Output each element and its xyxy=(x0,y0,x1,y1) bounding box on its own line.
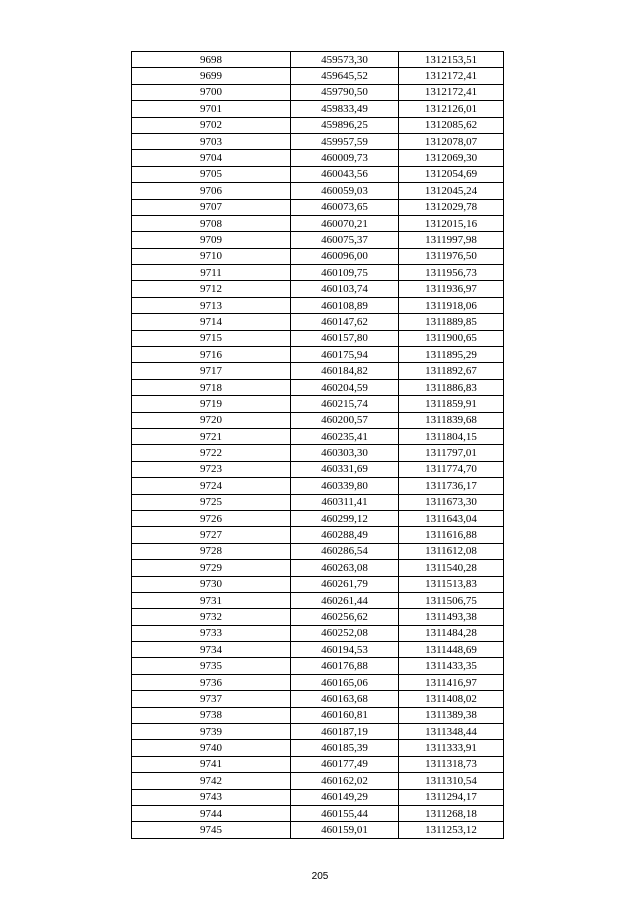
x-coordinate-cell: 460286,54 xyxy=(291,543,399,559)
table-row xyxy=(132,822,504,838)
point-number-cell: 9715 xyxy=(132,330,291,346)
point-number-cell: 9711 xyxy=(132,265,291,281)
y-coordinate-cell: 1311493,38 xyxy=(399,609,504,625)
table-row xyxy=(132,215,504,231)
x-coordinate-cell: 460159,01 xyxy=(291,822,399,838)
x-coordinate-cell: 460059,03 xyxy=(291,183,399,199)
y-coordinate-cell: 1312054,69 xyxy=(399,166,504,182)
x-coordinate-cell: 460261,79 xyxy=(291,576,399,592)
y-coordinate-cell: 1311333,91 xyxy=(399,740,504,756)
point-number-cell: 9731 xyxy=(132,592,291,608)
y-coordinate-cell: 1311892,67 xyxy=(399,363,504,379)
coordinates-table-body xyxy=(132,52,504,839)
x-coordinate-cell: 460157,80 xyxy=(291,330,399,346)
x-coordinate-cell: 460263,08 xyxy=(291,560,399,576)
x-coordinate-cell: 460149,29 xyxy=(291,789,399,805)
point-number-cell: 9709 xyxy=(132,232,291,248)
table-row xyxy=(132,658,504,674)
y-coordinate-cell: 1311976,50 xyxy=(399,248,504,264)
point-number-cell: 9698 xyxy=(132,52,291,68)
y-coordinate-cell: 1311448,69 xyxy=(399,642,504,658)
x-coordinate-cell: 459896,25 xyxy=(291,117,399,133)
point-number-cell: 9701 xyxy=(132,101,291,117)
table-row xyxy=(132,592,504,608)
point-number-cell: 9736 xyxy=(132,674,291,690)
x-coordinate-cell: 459833,49 xyxy=(291,101,399,117)
x-coordinate-cell: 460043,56 xyxy=(291,166,399,182)
point-number-cell: 9725 xyxy=(132,494,291,510)
table-row xyxy=(132,68,504,84)
point-number-cell: 9699 xyxy=(132,68,291,84)
table-row xyxy=(132,314,504,330)
y-coordinate-cell: 1311900,65 xyxy=(399,330,504,346)
y-coordinate-cell: 1312078,07 xyxy=(399,133,504,149)
y-coordinate-cell: 1311997,98 xyxy=(399,232,504,248)
x-coordinate-cell: 460075,37 xyxy=(291,232,399,248)
point-number-cell: 9728 xyxy=(132,543,291,559)
x-coordinate-cell: 460194,53 xyxy=(291,642,399,658)
y-coordinate-cell: 1311318,73 xyxy=(399,756,504,772)
y-coordinate-cell: 1311886,83 xyxy=(399,379,504,395)
point-number-cell: 9706 xyxy=(132,183,291,199)
table-row xyxy=(132,625,504,641)
x-coordinate-cell: 460165,06 xyxy=(291,674,399,690)
y-coordinate-cell: 1312045,24 xyxy=(399,183,504,199)
x-coordinate-cell: 460256,62 xyxy=(291,609,399,625)
point-number-cell: 9741 xyxy=(132,756,291,772)
table-row xyxy=(132,330,504,346)
x-coordinate-cell: 460073,65 xyxy=(291,199,399,215)
x-coordinate-cell: 460108,89 xyxy=(291,297,399,313)
y-coordinate-cell: 1311612,08 xyxy=(399,543,504,559)
table-row xyxy=(132,527,504,543)
y-coordinate-cell: 1312126,01 xyxy=(399,101,504,117)
y-coordinate-cell: 1311408,02 xyxy=(399,691,504,707)
x-coordinate-cell: 460215,74 xyxy=(291,396,399,412)
table-row xyxy=(132,445,504,461)
point-number-cell: 9707 xyxy=(132,199,291,215)
x-coordinate-cell: 460147,62 xyxy=(291,314,399,330)
table-row xyxy=(132,183,504,199)
table-row xyxy=(132,166,504,182)
point-number-cell: 9723 xyxy=(132,461,291,477)
y-coordinate-cell: 1311804,15 xyxy=(399,428,504,444)
x-coordinate-cell: 460339,80 xyxy=(291,478,399,494)
x-coordinate-cell: 460176,88 xyxy=(291,658,399,674)
point-number-cell: 9716 xyxy=(132,347,291,363)
x-coordinate-cell: 460109,75 xyxy=(291,265,399,281)
point-number-cell: 9713 xyxy=(132,297,291,313)
x-coordinate-cell: 460185,39 xyxy=(291,740,399,756)
x-coordinate-cell: 460187,19 xyxy=(291,724,399,740)
y-coordinate-cell: 1311253,12 xyxy=(399,822,504,838)
x-coordinate-cell: 460103,74 xyxy=(291,281,399,297)
x-coordinate-cell: 460162,02 xyxy=(291,773,399,789)
point-number-cell: 9712 xyxy=(132,281,291,297)
x-coordinate-cell: 460235,41 xyxy=(291,428,399,444)
table-row xyxy=(132,84,504,100)
x-coordinate-cell: 460009,73 xyxy=(291,150,399,166)
table-row xyxy=(132,117,504,133)
table-row xyxy=(132,805,504,821)
table-row xyxy=(132,773,504,789)
point-number-cell: 9700 xyxy=(132,84,291,100)
y-coordinate-cell: 1312015,16 xyxy=(399,215,504,231)
table-row xyxy=(132,101,504,117)
table-row xyxy=(132,232,504,248)
point-number-cell: 9714 xyxy=(132,314,291,330)
y-coordinate-cell: 1311643,04 xyxy=(399,510,504,526)
table-row xyxy=(132,150,504,166)
y-coordinate-cell: 1312069,30 xyxy=(399,150,504,166)
point-number-cell: 9733 xyxy=(132,625,291,641)
point-number-cell: 9702 xyxy=(132,117,291,133)
x-coordinate-cell: 460204,59 xyxy=(291,379,399,395)
table-row xyxy=(132,674,504,690)
table-row xyxy=(132,248,504,264)
point-number-cell: 9704 xyxy=(132,150,291,166)
table-row xyxy=(132,642,504,658)
y-coordinate-cell: 1311774,70 xyxy=(399,461,504,477)
y-coordinate-cell: 1311484,28 xyxy=(399,625,504,641)
x-coordinate-cell: 460261,44 xyxy=(291,592,399,608)
point-number-cell: 9708 xyxy=(132,215,291,231)
x-coordinate-cell: 460177,49 xyxy=(291,756,399,772)
point-number-cell: 9734 xyxy=(132,642,291,658)
table-row xyxy=(132,265,504,281)
point-number-cell: 9732 xyxy=(132,609,291,625)
point-number-cell: 9735 xyxy=(132,658,291,674)
point-number-cell: 9727 xyxy=(132,527,291,543)
point-number-cell: 9719 xyxy=(132,396,291,412)
y-coordinate-cell: 1311736,17 xyxy=(399,478,504,494)
table-row xyxy=(132,133,504,149)
x-coordinate-cell: 460163,68 xyxy=(291,691,399,707)
point-number-cell: 9710 xyxy=(132,248,291,264)
point-number-cell: 9720 xyxy=(132,412,291,428)
point-number-cell: 9742 xyxy=(132,773,291,789)
table-row xyxy=(132,396,504,412)
y-coordinate-cell: 1311513,83 xyxy=(399,576,504,592)
x-coordinate-cell: 460175,94 xyxy=(291,347,399,363)
y-coordinate-cell: 1311433,35 xyxy=(399,658,504,674)
y-coordinate-cell: 1311673,30 xyxy=(399,494,504,510)
y-coordinate-cell: 1311936,97 xyxy=(399,281,504,297)
y-coordinate-cell: 1311889,85 xyxy=(399,314,504,330)
y-coordinate-cell: 1311956,73 xyxy=(399,265,504,281)
point-number-cell: 9717 xyxy=(132,363,291,379)
table-row xyxy=(132,789,504,805)
table-row xyxy=(132,691,504,707)
y-coordinate-cell: 1311895,29 xyxy=(399,347,504,363)
point-number-cell: 9718 xyxy=(132,379,291,395)
table-row xyxy=(132,724,504,740)
x-coordinate-cell: 460252,08 xyxy=(291,625,399,641)
table-row xyxy=(132,543,504,559)
table-row xyxy=(132,510,504,526)
y-coordinate-cell: 1311310,54 xyxy=(399,773,504,789)
point-number-cell: 9726 xyxy=(132,510,291,526)
x-coordinate-cell: 460288,49 xyxy=(291,527,399,543)
point-number-cell: 9724 xyxy=(132,478,291,494)
y-coordinate-cell: 1311540,28 xyxy=(399,560,504,576)
point-number-cell: 9722 xyxy=(132,445,291,461)
x-coordinate-cell: 460096,00 xyxy=(291,248,399,264)
table-row xyxy=(132,199,504,215)
table-row xyxy=(132,478,504,494)
y-coordinate-cell: 1311839,68 xyxy=(399,412,504,428)
point-number-cell: 9729 xyxy=(132,560,291,576)
x-coordinate-cell: 459645,52 xyxy=(291,68,399,84)
table-row xyxy=(132,461,504,477)
y-coordinate-cell: 1311506,75 xyxy=(399,592,504,608)
table-row xyxy=(132,756,504,772)
x-coordinate-cell: 460311,41 xyxy=(291,494,399,510)
y-coordinate-cell: 1311918,06 xyxy=(399,297,504,313)
point-number-cell: 9743 xyxy=(132,789,291,805)
x-coordinate-cell: 460155,44 xyxy=(291,805,399,821)
table-row xyxy=(132,297,504,313)
table-row xyxy=(132,494,504,510)
table-row xyxy=(132,560,504,576)
table-row xyxy=(132,363,504,379)
point-number-cell: 9737 xyxy=(132,691,291,707)
y-coordinate-cell: 1312153,51 xyxy=(399,52,504,68)
table-row xyxy=(132,707,504,723)
table-row xyxy=(132,281,504,297)
y-coordinate-cell: 1312085,62 xyxy=(399,117,504,133)
x-coordinate-cell: 460299,12 xyxy=(291,510,399,526)
coordinates-table xyxy=(131,51,504,839)
point-number-cell: 9739 xyxy=(132,724,291,740)
x-coordinate-cell: 460303,30 xyxy=(291,445,399,461)
point-number-cell: 9703 xyxy=(132,133,291,149)
page-number: 205 xyxy=(311,871,329,882)
y-coordinate-cell: 1311859,91 xyxy=(399,396,504,412)
point-number-cell: 9730 xyxy=(132,576,291,592)
point-number-cell: 9721 xyxy=(132,428,291,444)
table-row xyxy=(132,347,504,363)
x-coordinate-cell: 460200,57 xyxy=(291,412,399,428)
table-row xyxy=(132,740,504,756)
table-row xyxy=(132,412,504,428)
point-number-cell: 9744 xyxy=(132,805,291,821)
point-number-cell: 9738 xyxy=(132,707,291,723)
point-number-cell: 9745 xyxy=(132,822,291,838)
x-coordinate-cell: 459573,30 xyxy=(291,52,399,68)
x-coordinate-cell: 460070,21 xyxy=(291,215,399,231)
x-coordinate-cell: 460160,81 xyxy=(291,707,399,723)
table-row xyxy=(132,576,504,592)
point-number-cell: 9740 xyxy=(132,740,291,756)
y-coordinate-cell: 1311416,97 xyxy=(399,674,504,690)
y-coordinate-cell: 1312172,41 xyxy=(399,68,504,84)
table-row xyxy=(132,379,504,395)
y-coordinate-cell: 1312172,41 xyxy=(399,84,504,100)
point-number-cell: 9705 xyxy=(132,166,291,182)
y-coordinate-cell: 1311797,01 xyxy=(399,445,504,461)
table-row xyxy=(132,428,504,444)
y-coordinate-cell: 1311294,17 xyxy=(399,789,504,805)
y-coordinate-cell: 1311268,18 xyxy=(399,805,504,821)
y-coordinate-cell: 1311616,88 xyxy=(399,527,504,543)
table-row xyxy=(132,52,504,68)
table-row xyxy=(132,609,504,625)
x-coordinate-cell: 460184,82 xyxy=(291,363,399,379)
y-coordinate-cell: 1311389,38 xyxy=(399,707,504,723)
x-coordinate-cell: 459790,50 xyxy=(291,84,399,100)
y-coordinate-cell: 1311348,44 xyxy=(399,724,504,740)
y-coordinate-cell: 1312029,78 xyxy=(399,199,504,215)
x-coordinate-cell: 459957,59 xyxy=(291,133,399,149)
x-coordinate-cell: 460331,69 xyxy=(291,461,399,477)
